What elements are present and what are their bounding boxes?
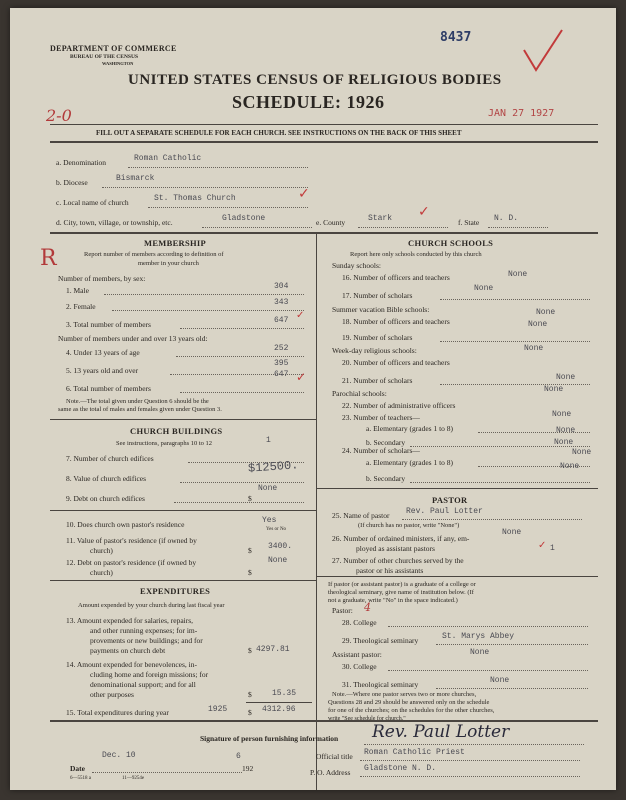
q14-value: 15.35 <box>272 689 297 698</box>
q12-label: 12. Debt on pastor's residence (if owned by <box>66 558 197 567</box>
state-label: f. State <box>458 218 480 227</box>
check-mark-icon: ✓ <box>296 310 305 321</box>
q24a-label: a. Elementary (grades 1 to 8) <box>366 458 454 467</box>
dollar-sign: $ <box>248 690 252 699</box>
signature-label: Signature of person furnishing information <box>200 734 339 743</box>
schools-heading: CHURCH SCHOOLS <box>408 238 494 248</box>
q27-label: pastor or his assistants <box>356 566 424 575</box>
q8-label: 8. Value of church edifices <box>66 474 147 483</box>
q3-label: 3. Total number of members <box>66 320 151 329</box>
membership-intro: Report number of members according to definition of <box>84 251 224 258</box>
q24b-label: b. Secondary <box>366 474 406 483</box>
q24b-value: None <box>560 462 580 471</box>
dollar-sign: $ <box>248 568 252 577</box>
q23-label: 23. Number of teachers— <box>342 413 420 422</box>
q15-label: 15. Total expenditures during year <box>66 708 169 717</box>
signature-handwriting: Rev. Paul Lotter <box>372 722 510 742</box>
age-group-label: Number of members under and over 13 years old: <box>58 334 208 343</box>
denomination-value: Roman Catholic <box>134 154 202 163</box>
q26-value: None <box>502 528 522 537</box>
q26-label: ployed as assistant pastors <box>356 544 435 553</box>
q21-value: None <box>556 373 576 382</box>
q18-label: 18. Number of officers and teachers <box>342 317 450 326</box>
city-label: d. City, town, village, or township, etc. <box>56 218 173 227</box>
members-by-sex-label: Number of members, by sex: <box>58 274 146 283</box>
county-value: Stark <box>368 214 393 223</box>
church-name-label: c. Local name of church <box>56 198 129 207</box>
po-address-label: P. O. Address <box>310 768 351 777</box>
q31-label: 31. Theological seminary <box>342 680 419 689</box>
q30-label: 30. College <box>342 662 377 671</box>
dollar-sign: $ <box>248 494 252 503</box>
membership-note: Note.—The total given under Question 6 should be the <box>66 398 209 405</box>
q18-value: None <box>536 308 556 317</box>
q22-value: None <box>544 385 564 394</box>
q13-label: payments on church debt <box>90 646 166 655</box>
q14-label: other purposes <box>90 690 134 699</box>
q24-value: None <box>554 438 574 447</box>
q10-label: 10. Does church own pastor's residence <box>66 520 185 529</box>
expenditures-heading: EXPENDITURES <box>140 586 211 596</box>
q14-label: denominational support; and for all <box>90 680 196 689</box>
diocese-value: Bismarck <box>116 174 155 183</box>
church-name-value: St. Thomas Church <box>154 194 236 203</box>
q23a-value: None <box>552 410 572 419</box>
serial-number: 8437 <box>440 30 472 45</box>
q25-label: 25. Name of pastor <box>332 511 390 520</box>
q14-label: cluding home and foreign missions; for <box>90 670 209 679</box>
graduate-instruction: If pastor (or assistant pastor) is a graduate of a college or <box>328 581 476 588</box>
check-mark-icon <box>518 26 568 74</box>
q3-value: 647 <box>274 316 289 325</box>
q21-label: 21. Number of scholars <box>342 376 413 385</box>
county-label: e. County <box>316 218 346 227</box>
q13-label: 13. Amount expended for salaries, repairs, <box>66 616 194 625</box>
q6-value: 647 <box>274 370 289 379</box>
q2-label: 2. Female <box>66 302 96 311</box>
dept-name: DEPARTMENT OF COMMERCE <box>50 44 177 53</box>
state-value: N. D. <box>494 214 519 223</box>
q13-label: provements or new buildings; and for <box>90 636 203 645</box>
q17-label: 17. Number of scholars <box>342 291 413 300</box>
handwritten-r-mark: R <box>40 246 57 271</box>
q31-value: None <box>490 676 510 685</box>
q30-value: None <box>470 648 490 657</box>
q2-value: 343 <box>274 298 289 307</box>
q19-label: 19. Number of scholars <box>342 333 413 342</box>
handwritten-mark: 4 <box>364 601 371 614</box>
q25-sub-label: (If church has no pastor, write "None") <box>358 522 460 529</box>
q14-label: 14. Amount expended for benevolences, in- <box>66 660 198 669</box>
date-label: Date <box>70 764 85 773</box>
denomination-label: a. Denomination <box>56 158 106 167</box>
pastor-note: Note.—Where one pastor serves two or more churches, <box>332 691 477 698</box>
official-title-value: Roman Catholic Priest <box>364 748 465 757</box>
sunday-schools-label: Sunday schools: <box>332 261 381 270</box>
q24a-value: None <box>572 448 592 457</box>
check-mark-icon: ✓ <box>418 204 430 220</box>
q16-label: 16. Number of officers and teachers <box>342 273 450 282</box>
q29-label: 29. Theological seminary <box>342 636 419 645</box>
q23a-label: a. Elementary (grades 1 to 8) <box>366 424 454 433</box>
q13-value: 4297.81 <box>256 645 290 654</box>
received-date-stamp: JAN 27 1927 <box>488 108 555 119</box>
year-prefix: 192 <box>242 764 254 773</box>
q11-label: church) <box>90 546 113 555</box>
instruction-line: FILL OUT A SEPARATE SCHEDULE FOR EACH CHURCH. SEE INSTRUCTIONS ON THE BACK OF THIS SHEET <box>96 129 462 137</box>
membership-note: same as the total of males and females given under Question 3. <box>58 406 222 413</box>
city-name: WASHINGTON <box>102 61 134 66</box>
q5-value: 395 <box>274 359 289 368</box>
bureau-name: BUREAU OF THE CENSUS <box>70 54 139 60</box>
dollar-sign: $ <box>248 646 252 655</box>
schedule-title: SCHEDULE: 1926 <box>232 92 385 112</box>
q25-value: Rev. Paul Lotter <box>406 507 483 516</box>
q8-sub-value: None <box>258 484 278 493</box>
parochial-schools-label: Parochial schools: <box>332 389 387 398</box>
q6-label: 6. Total number of members <box>66 384 151 393</box>
q11-label: 11. Value of pastor's residence (if owned by <box>66 536 197 545</box>
buildings-intro: See instructions, paragraphs 10 to 12 <box>116 440 213 447</box>
form-number: 6—5518 a <box>70 776 91 781</box>
diocese-label: b. Diocese <box>56 178 88 187</box>
q20-value: None <box>524 344 544 353</box>
q12-value: None <box>268 556 288 565</box>
q23b-label: b. Secondary <box>366 438 406 447</box>
q10-sub-label: Yes or No <box>266 527 287 532</box>
q20-label: 20. Number of officers and teachers <box>342 358 450 367</box>
q8-value: $12500. <box>247 458 299 476</box>
check-mark-icon: ✓ <box>298 186 310 202</box>
q19-value: None <box>528 320 548 329</box>
q27-value: 1 <box>550 544 555 553</box>
q12-label: church) <box>90 568 113 577</box>
schools-intro: Report here only schools conducted by this church <box>350 251 482 258</box>
q28-label: 28. College <box>342 618 377 627</box>
q13-label: and other running expenses; for im- <box>90 626 198 635</box>
city-value: Gladstone <box>222 214 266 223</box>
membership-intro: member in your church <box>138 260 199 267</box>
check-mark-icon: ✓ <box>296 370 307 384</box>
q17-value: None <box>474 284 494 293</box>
official-title-label: Official title <box>316 752 353 761</box>
check-mark-icon: ✓ <box>538 540 547 551</box>
date-value: Dec. 10 <box>102 751 136 760</box>
pastor-note: for one of the churches; on the schedules for the other churches, <box>328 707 495 714</box>
form-number: 11—9254e <box>122 776 145 781</box>
membership-heading: MEMBERSHIP <box>144 238 207 248</box>
q27-label: 27. Number of other churches served by the <box>332 556 464 565</box>
form-title: UNITED STATES CENSUS OF RELIGIOUS BODIES <box>128 72 502 88</box>
year-digit-value: 6 <box>236 752 241 761</box>
q29-value: St. Marys Abbey <box>442 632 515 641</box>
weekday-schools-label: Week-day religious schools: <box>332 346 417 355</box>
q23b-value: None <box>556 426 576 435</box>
q10-value: Yes <box>262 516 277 525</box>
dollar-sign: $ <box>248 708 252 717</box>
pastor-note: write "See schedule for church." <box>328 716 406 722</box>
q1-value: 304 <box>274 282 289 291</box>
q4-value: 252 <box>274 344 289 353</box>
q4-label: 4. Under 13 years of age <box>66 348 140 357</box>
assistant-pastor-label: Assistant pastor: <box>332 650 382 659</box>
buildings-heading: CHURCH BUILDINGS <box>130 426 223 436</box>
q15-year: 1925 <box>208 705 228 714</box>
census-form-sheet <box>10 8 616 790</box>
q9-label: 9. Debt on church edifices <box>66 494 145 503</box>
q5-label: 5. 13 years old and over <box>66 366 139 375</box>
graduate-instruction: theological seminary, give name of institution below. (If <box>328 589 474 596</box>
q24-label: 24. Number of scholars— <box>342 446 420 455</box>
q11-value: 3400. <box>268 542 293 551</box>
q15-value: 4312.96 <box>262 705 296 714</box>
q26-label: 26. Number of ordained ministers, if any, em- <box>332 534 470 543</box>
pastor-note: Questions 28 and 29 should be answered only on the schedule <box>328 699 490 706</box>
expenditures-intro: Amount expended by your church during last fiscal year <box>78 602 225 609</box>
graduate-instruction: not a graduate, write "No" in the space indicated.) <box>328 597 458 604</box>
q7-value: 1 <box>266 436 271 445</box>
dollar-sign: $ <box>248 546 252 555</box>
pastor-sub-label: Pastor: <box>332 606 353 615</box>
handwritten-code: 2-0 <box>46 106 72 125</box>
pastor-heading: PASTOR <box>432 495 468 505</box>
q7-label: 7. Number of church edifices <box>66 454 154 463</box>
q22-label: 22. Number of administrative officers <box>342 401 456 410</box>
po-address-value: Gladstone N. D. <box>364 764 437 773</box>
summer-schools-label: Summer vacation Bible schools: <box>332 305 430 314</box>
q1-label: 1. Male <box>66 286 89 295</box>
q16-value: None <box>508 270 528 279</box>
